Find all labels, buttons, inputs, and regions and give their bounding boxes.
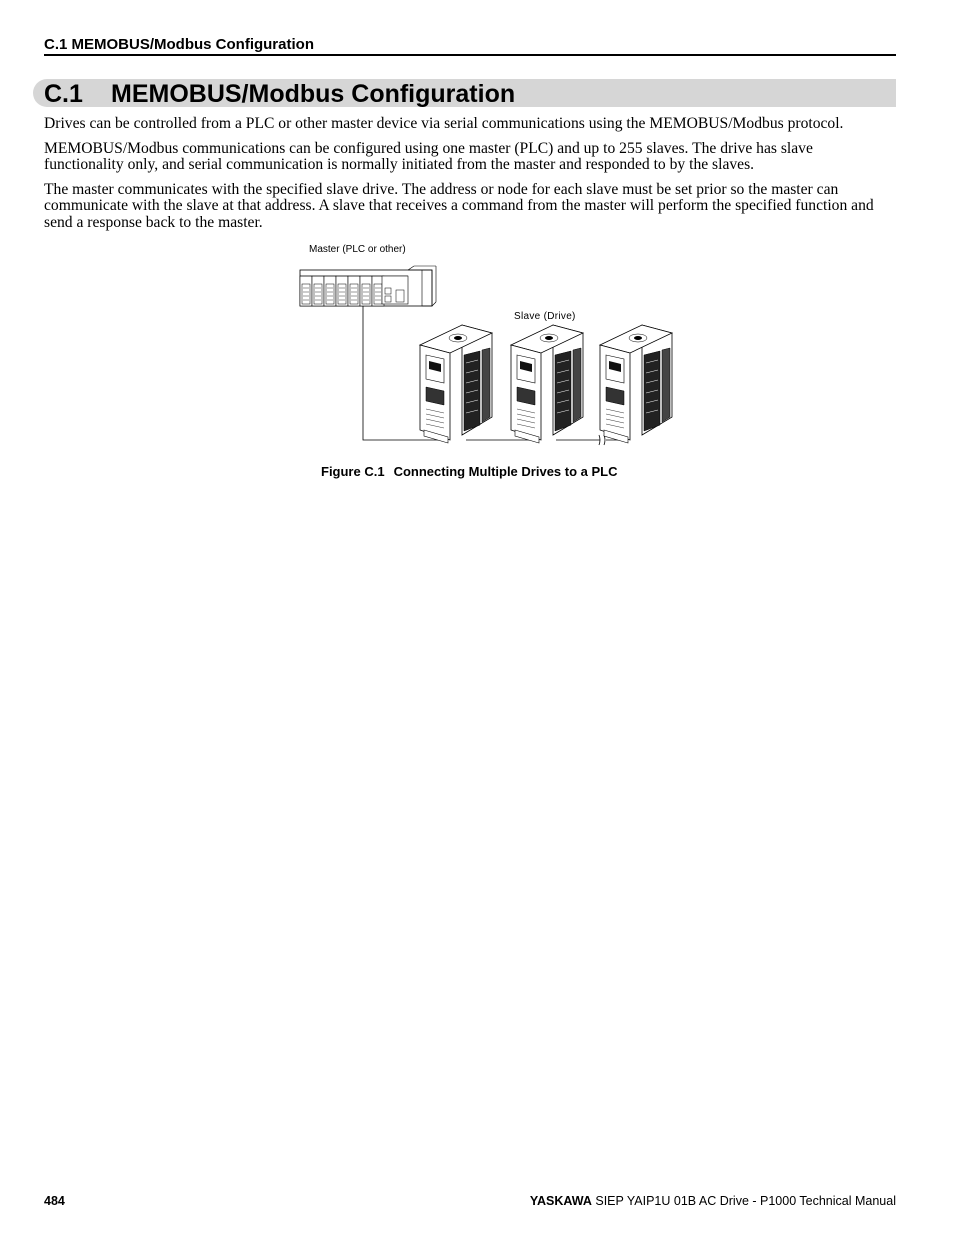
footer-brand: YASKAWA — [529, 1194, 592, 1208]
slave-label: Slave (Drive) — [514, 311, 576, 322]
paragraph: Drives can be controlled from a PLC or other master device via serial communications using the MEMOBUS/Modbus protocol. — [44, 115, 844, 132]
section-title: MEMOBUS/Modbus Configuration — [111, 80, 516, 108]
figure-caption — [321, 464, 618, 479]
slave-drive-icon — [600, 325, 672, 443]
footer-manual-name: SIEP YAIP1U 01B AC Drive - P1000 Technical Manual — [595, 1194, 896, 1208]
communication-cable — [363, 306, 626, 445]
section-number: C.1 — [44, 80, 83, 108]
section-heading — [33, 79, 896, 107]
network-diagram — [290, 240, 690, 450]
figure-caption-text: Connecting Multiple Drives to a PLC — [393, 464, 618, 479]
figure-network-diagram — [290, 240, 690, 450]
body-text — [44, 116, 896, 239]
paragraph: MEMOBUS/Modbus communications can be configured using one master (PLC) and up to 255 slaves. The drive has slave functionality only, and serial communication is normally initiated from the master and responded to by the slaves. — [44, 139, 813, 173]
paragraph: The master communicates with the specified slave drive. The address or node for each slave must be set prior so the master can communicate with the slave at that address. A slave that receives a command from the master will perform the specified function and send a response back to the master. — [44, 180, 874, 231]
plc-master-icon — [300, 266, 436, 306]
running-header: C.1 MEMOBUS/Modbus Configuration — [44, 36, 896, 56]
page-number: 484 — [44, 1194, 65, 1208]
slave-drive-icon — [420, 325, 492, 443]
slave-drive-icon — [511, 325, 583, 443]
footer-manual-title — [530, 1194, 896, 1208]
master-label: Master (PLC or other) — [309, 244, 406, 255]
figure-number: Figure C.1 — [321, 464, 385, 479]
